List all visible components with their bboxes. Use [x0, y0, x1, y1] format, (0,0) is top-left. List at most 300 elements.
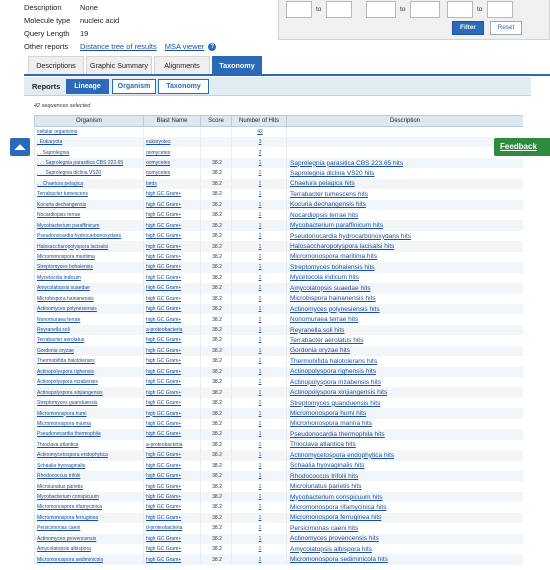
- organism-link[interactable]: Actinopolyspora xinjiangensis: [37, 389, 103, 396]
- organism-link[interactable]: Microlunatus parietis: [37, 483, 83, 490]
- description-link[interactable]: Actinopolyspora mzabensis hits: [290, 378, 382, 386]
- column-header-blast-name[interactable]: Blast Name: [144, 116, 201, 127]
- help-icon[interactable]: ?: [208, 43, 216, 51]
- description-cell: [287, 189, 524, 199]
- blast-name-link[interactable]: high GC Gram+: [146, 201, 182, 208]
- organism-link[interactable]: Micromonospora ferruginea: [37, 514, 99, 521]
- blast-name-link[interactable]: high GC Gram+: [146, 274, 182, 281]
- organism-cell: [35, 210, 144, 220]
- blast-name-link[interactable]: a-proteobacteria: [146, 327, 183, 334]
- score-cell: [201, 450, 232, 460]
- description-link[interactable]: Nonomuraea terrae hits: [290, 316, 359, 324]
- score-value: 38.2: [212, 243, 222, 250]
- description-link[interactable]: Actinopolyspora xinjiangensis hits: [290, 389, 388, 397]
- blast-name-link[interactable]: high GC Gram+: [146, 546, 182, 553]
- hits-link[interactable]: 1: [258, 243, 262, 250]
- description-cell: [287, 398, 524, 408]
- organism-link[interactable]: . . . Saprolegnia parasitica CBS 223.65: [37, 160, 124, 167]
- organism-link[interactable]: Rhodococcus trifolii: [37, 473, 81, 480]
- organism-link[interactable]: . . . Saprolegnia diclina VS20: [37, 170, 102, 177]
- description-link[interactable]: Streptomyces guanduensis hits: [290, 399, 381, 407]
- organism-link[interactable]: Streptomyces guanduensis: [37, 400, 98, 407]
- filter-min-input-2[interactable]: [366, 1, 396, 18]
- selected-count: 42 sequences selected: [34, 103, 91, 109]
- hits-link[interactable]: 1: [258, 264, 262, 271]
- score-cell: [201, 492, 232, 502]
- blast-name-link[interactable]: high GC Gram+: [146, 337, 182, 344]
- organism-link[interactable]: Streptomyces bohaiensis: [37, 264, 93, 271]
- organism-link[interactable]: Pseudonocardia hydrocarbonoxydans: [37, 233, 121, 240]
- organism-cell: [35, 200, 144, 210]
- table-row: [35, 461, 524, 471]
- score-cell: [201, 481, 232, 491]
- description-link[interactable]: Nocardiopsis terrae hits: [290, 211, 359, 219]
- organism-link[interactable]: . Eukaryota: [37, 139, 63, 146]
- blast-name-link[interactable]: high GC Gram+: [146, 212, 182, 219]
- hits-link[interactable]: 1: [258, 514, 262, 521]
- organism-link[interactable]: Thermobifida halotolerans: [37, 358, 95, 365]
- description-link[interactable]: Reyranella soli hits: [290, 326, 345, 334]
- description-cell: [287, 294, 524, 304]
- description-link[interactable]: Chaetura pelagica hits: [290, 180, 355, 188]
- organism-link[interactable]: Actinomycetospora endophytica: [37, 452, 108, 459]
- blast-name-link[interactable]: high GC Gram+: [146, 410, 182, 417]
- organism-link[interactable]: Actinopolyspora righensis: [37, 368, 94, 375]
- score-cell: [201, 168, 232, 178]
- organism-cell: [35, 544, 144, 554]
- table-row: [35, 492, 524, 502]
- organism-link[interactable]: Mycobacterium conspicuum: [37, 494, 99, 501]
- hits-link[interactable]: 1: [258, 316, 262, 323]
- hits-link[interactable]: 1: [258, 180, 262, 187]
- blast-name-cell: [144, 241, 201, 251]
- table-row: [35, 220, 524, 230]
- reports-label: Reports: [32, 82, 61, 91]
- description-cell: [287, 179, 524, 189]
- blast-name-link[interactable]: high GC Gram+: [146, 452, 182, 459]
- tab-alignments[interactable]: Alignments: [154, 56, 210, 74]
- score-cell: [201, 502, 232, 512]
- hits-link[interactable]: 1: [258, 295, 262, 302]
- feedback-label: Feedback: [500, 142, 537, 151]
- organism-cell: [35, 356, 144, 366]
- organism-cell: [35, 220, 144, 230]
- description-link[interactable]: Rhodococcus trifolii hits: [290, 472, 359, 480]
- chevron-up-icon: [14, 143, 26, 151]
- hits-cell: [232, 398, 287, 408]
- hits-link[interactable]: 1: [258, 556, 262, 563]
- hits-cell: [232, 440, 287, 450]
- blast-name-link[interactable]: high GC Gram+: [146, 191, 182, 198]
- organism-cell: [35, 241, 144, 251]
- hits-link[interactable]: 1: [258, 358, 262, 365]
- info-row-molecule-type: [24, 14, 216, 27]
- organism-link[interactable]: Persicimonas caeni: [37, 525, 81, 532]
- description-link[interactable]: Amycolatopsis albispora hits: [290, 545, 373, 553]
- hits-link[interactable]: 1: [258, 525, 262, 532]
- score-cell: [201, 554, 232, 564]
- table-row: [35, 398, 524, 408]
- description-link[interactable]: Pseudonocardia thermophila hits: [290, 430, 385, 438]
- description-link[interactable]: Halosaccharopolyspora lacisalsi hits: [290, 243, 395, 251]
- table-row: [35, 179, 524, 189]
- blast-name-link[interactable]: high GC Gram+: [146, 389, 182, 396]
- organism-link[interactable]: . . Chaetura pelagica: [37, 180, 84, 187]
- organism-link[interactable]: Gordonia oryzae: [37, 347, 74, 354]
- hits-cell: [232, 179, 287, 189]
- blast-name-link[interactable]: eukaryotes: [146, 139, 171, 146]
- organism-link[interactable]: Pseudonocardia thermophila: [37, 431, 101, 438]
- table-row: [35, 335, 524, 345]
- description-cell: [287, 127, 524, 137]
- hits-link[interactable]: 1: [258, 327, 262, 334]
- description-link[interactable]: Micromonospora marina hits: [290, 420, 373, 428]
- description-cell: [287, 367, 524, 377]
- organism-link[interactable]: Halosaccharopolyspora lacisalsi: [37, 243, 109, 250]
- hits-link[interactable]: 1: [258, 368, 262, 375]
- hits-link[interactable]: 1: [258, 212, 262, 219]
- score-value: 38.2: [212, 504, 222, 511]
- subtab-organism[interactable]: Organism: [112, 79, 156, 94]
- score-cell: [201, 377, 232, 387]
- description-link[interactable]: Micromonospora ferruginea hits: [290, 514, 382, 522]
- blast-name-link[interactable]: high GC Gram+: [146, 420, 182, 427]
- hits-cell: [232, 200, 287, 210]
- hits-link[interactable]: 1: [258, 420, 262, 427]
- hits-link[interactable]: 1: [258, 285, 262, 292]
- blast-name-cell: [144, 335, 201, 345]
- description-link[interactable]: Gordonia oryzae hits: [290, 347, 350, 355]
- organism-cell: [35, 502, 144, 512]
- blast-name-link[interactable]: high GC Gram+: [146, 494, 182, 501]
- score-cell: [201, 544, 232, 554]
- table-row: [35, 429, 524, 439]
- hits-link[interactable]: 2: [258, 149, 262, 156]
- organism-link[interactable]: Actinopolyspora mzabensis: [37, 379, 98, 386]
- organism-cell: [35, 314, 144, 324]
- hits-cell: [232, 158, 287, 168]
- description-link[interactable]: Terrabacter aerolatus hits: [290, 336, 364, 344]
- hits-link[interactable]: 42: [257, 128, 263, 135]
- score-cell: [201, 210, 232, 220]
- description-link[interactable]: Mycobacterium paraffinicum hits: [290, 222, 384, 230]
- blast-name-cell: [144, 471, 201, 481]
- score-cell: [201, 398, 232, 408]
- score-value: 38.2: [212, 316, 222, 323]
- score-cell: [201, 283, 232, 293]
- description-cell: [287, 544, 524, 554]
- score-value: 38.2: [212, 525, 222, 532]
- blast-name-link[interactable]: oomycetes: [146, 160, 171, 167]
- blast-name-link[interactable]: high GC Gram+: [146, 431, 182, 438]
- organism-link[interactable]: Terrabacter aerolatus: [37, 337, 85, 344]
- blast-name-link[interactable]: high GC Gram+: [146, 295, 182, 302]
- blast-name-cell: [144, 262, 201, 272]
- organism-link[interactable]: Schaalia hyovaginalis: [37, 462, 86, 469]
- description-cell: [287, 450, 524, 460]
- hits-link[interactable]: 1: [258, 535, 262, 542]
- scroll-to-top-button[interactable]: [10, 138, 30, 156]
- description-cell: [287, 523, 524, 533]
- description-link[interactable]: Thermobifida halotolerans hits: [290, 357, 378, 365]
- hits-link[interactable]: 1: [258, 389, 262, 396]
- score-value: 38.2: [212, 462, 222, 469]
- blast-name-link[interactable]: high GC Gram+: [146, 535, 182, 542]
- hits-link[interactable]: 1: [258, 201, 262, 208]
- organism-link[interactable]: Micromonospora rifamycinica: [37, 504, 103, 511]
- score-value: 38.2: [212, 170, 222, 177]
- hits-link[interactable]: 1: [258, 441, 262, 448]
- info-row-description: [24, 1, 216, 14]
- organism-link[interactable]: Terrabacter tumescens: [37, 191, 88, 198]
- hits-link[interactable]: 1: [258, 400, 262, 407]
- organism-link[interactable]: Micromonospora marina: [37, 420, 91, 427]
- hits-cell: [232, 314, 287, 324]
- organism-cell: [35, 189, 144, 199]
- blast-name-link[interactable]: high GC Gram+: [146, 316, 182, 323]
- description-link[interactable]: Mycetocola indicum hits: [290, 274, 359, 282]
- hits-cell: [232, 387, 287, 397]
- organism-link[interactable]: Amycolatopsis albispora: [37, 546, 91, 553]
- tab-taxonomy[interactable]: Taxonomy: [212, 56, 262, 74]
- score-cell: [201, 356, 232, 366]
- filter-min-input-3[interactable]: [447, 1, 473, 18]
- description-link[interactable]: Actinomyces polynesiensis hits: [290, 305, 380, 313]
- blast-name-link[interactable]: high GC Gram+: [146, 483, 182, 490]
- hits-link[interactable]: 1: [258, 494, 262, 501]
- score-cell: [201, 440, 232, 450]
- hits-link[interactable]: 1: [258, 431, 262, 438]
- score-value: 38.2: [212, 222, 222, 229]
- blast-name-cell: [144, 387, 201, 397]
- description-link[interactable]: Mycobacterium conspicuum hits: [290, 493, 383, 501]
- filter-button[interactable]: Filter: [452, 21, 484, 35]
- description-link[interactable]: Microlunatus parietis hits: [290, 483, 362, 491]
- score-value: 38.2: [212, 264, 222, 271]
- description-link[interactable]: Amycolatopsis suaedae hits: [290, 284, 371, 292]
- blast-name-link[interactable]: high GC Gram+: [146, 233, 182, 240]
- description-link[interactable]: Micromonospora rifamycinica hits: [290, 503, 387, 511]
- blast-name-link[interactable]: high GC Gram+: [146, 368, 182, 375]
- filter-min-input-1[interactable]: [286, 1, 312, 18]
- table-row: [35, 440, 524, 450]
- description-cell: [287, 335, 524, 345]
- description-link[interactable]: Actinomyces provencensis hits: [290, 535, 379, 543]
- hits-link[interactable]: 1: [258, 191, 262, 198]
- organism-cell: [35, 252, 144, 262]
- blast-name-link[interactable]: high GC Gram+: [146, 347, 182, 354]
- organism-cell: [35, 137, 144, 147]
- description-link[interactable]: Actinopolyspora righensis hits: [290, 368, 376, 376]
- organism-link[interactable]: Mycetocola indicum: [37, 274, 81, 281]
- subtab-taxonomy[interactable]: Taxonomy: [158, 79, 209, 94]
- description-cell: [287, 283, 524, 293]
- organism-link[interactable]: Actinomyces polynesiensis: [37, 306, 97, 313]
- organism-cell: [35, 440, 144, 450]
- score-cell: [201, 147, 232, 157]
- organism-link[interactable]: Micromonospora sediminicola: [37, 556, 104, 563]
- score-value: 38.2: [212, 347, 222, 354]
- organism-link[interactable]: Nonomuraea terrae: [37, 316, 81, 323]
- filter-max-input-1[interactable]: [326, 1, 352, 18]
- description-link[interactable]: Pseudonocardia hydrocarbonoxydans hits: [290, 232, 412, 240]
- organism-cell: [35, 127, 144, 137]
- blast-name-cell: [144, 502, 201, 512]
- blast-name-cell: [144, 210, 201, 220]
- description-link[interactable]: Streptomyces bohaiensis hits: [290, 263, 375, 271]
- hits-link[interactable]: 1: [258, 347, 262, 354]
- blast-name-link[interactable]: a-proteobacteria: [146, 441, 183, 448]
- score-cell: [201, 304, 232, 314]
- score-cell: [201, 179, 232, 189]
- blast-name-link[interactable]: birds: [146, 180, 157, 187]
- blast-name-cell: [144, 398, 201, 408]
- hits-cell: [232, 262, 287, 272]
- blast-name-link[interactable]: oomycetes: [146, 170, 171, 177]
- organism-link[interactable]: Mycobacterium paraffinicum: [37, 222, 100, 229]
- description-link[interactable]: Thioclava atlantica hits: [290, 441, 356, 449]
- organism-cell: [35, 492, 144, 502]
- description-link[interactable]: Saprolegnia diclina VS20 hits: [290, 169, 375, 177]
- hits-link[interactable]: 1: [258, 473, 262, 480]
- blast-name-link[interactable]: high GC Gram+: [146, 379, 182, 386]
- filter-max-input-3[interactable]: [487, 1, 513, 18]
- description-cell: [287, 273, 524, 283]
- hits-cell: [232, 544, 287, 554]
- info-value: 19: [80, 29, 89, 38]
- blast-name-link[interactable]: high GC Gram+: [146, 222, 182, 229]
- organism-link[interactable]: Micromonospora maritima: [37, 253, 95, 260]
- organism-cell: [35, 461, 144, 471]
- blast-name-link[interactable]: oomycetes: [146, 149, 171, 156]
- table-row: [35, 325, 524, 335]
- blast-name-link[interactable]: high GC Gram+: [146, 306, 182, 313]
- organism-link[interactable]: Micromonospora humi: [37, 410, 87, 417]
- blast-name-link[interactable]: high GC Gram+: [146, 253, 182, 260]
- subtab-lineage[interactable]: Lineage: [66, 79, 109, 94]
- score-cell: [201, 335, 232, 345]
- description-link[interactable]: Schaalia hyovaginalis hits: [290, 462, 365, 470]
- hits-cell: [232, 273, 287, 283]
- hits-cell: [232, 461, 287, 471]
- organism-link[interactable]: Kocuria dechangensis: [37, 201, 87, 208]
- description-link[interactable]: Micromonospora sediminicola hits: [290, 556, 388, 564]
- table-row: [35, 481, 524, 491]
- description-link[interactable]: Saprolegnia parasitica CBS 223.65 hits: [290, 159, 404, 167]
- range-to-label: to: [316, 6, 322, 13]
- blast-name-link[interactable]: high GC Gram+: [146, 285, 182, 292]
- hits-link[interactable]: 1: [258, 233, 262, 240]
- score-value: 38.2: [212, 212, 222, 219]
- organism-link[interactable]: Thioclava atlantica: [37, 441, 79, 448]
- organism-link[interactable]: . . Saprolegnia: [37, 149, 70, 156]
- hits-link[interactable]: 1: [258, 306, 262, 313]
- blast-name-link[interactable]: high GC Gram+: [146, 556, 182, 563]
- hits-link[interactable]: 1: [258, 504, 262, 511]
- hits-link[interactable]: 1: [258, 410, 262, 417]
- hits-link[interactable]: 1: [258, 222, 262, 229]
- blast-name-link[interactable]: high GC Gram+: [146, 358, 182, 365]
- score-value: 38.2: [212, 201, 222, 208]
- description-link[interactable]: Micromonospora maritima hits: [290, 253, 378, 261]
- msa-viewer-link[interactable]: MSA viewer: [164, 42, 205, 51]
- description-link[interactable]: Persicimonas caeni hits: [290, 524, 359, 532]
- tab-graphic-summary[interactable]: Graphic Summary: [86, 56, 152, 74]
- score-cell: [201, 273, 232, 283]
- organism-link[interactable]: Microbispora hainanensis: [37, 295, 94, 302]
- column-header-score[interactable]: Score: [201, 116, 232, 127]
- blast-name-cell: [144, 377, 201, 387]
- hits-link[interactable]: 1: [258, 253, 262, 260]
- hits-link[interactable]: 1: [258, 379, 262, 386]
- hits-link[interactable]: 1: [258, 160, 262, 167]
- organism-link[interactable]: Amycolatopsis suaedae: [37, 285, 90, 292]
- description-cell: [287, 210, 524, 220]
- hits-link[interactable]: 1: [258, 546, 262, 553]
- reset-button[interactable]: Reset: [490, 21, 522, 35]
- blast-name-link[interactable]: high GC Gram+: [146, 514, 182, 521]
- feedback-button[interactable]: [494, 138, 550, 156]
- organism-link[interactable]: Nocardiopsis terrae: [37, 212, 81, 219]
- hits-link[interactable]: 1: [258, 170, 262, 177]
- tab-descriptions[interactable]: Descriptions: [28, 56, 84, 74]
- organism-cell: [35, 377, 144, 387]
- description-link[interactable]: Terrabacter tumescens hits: [290, 190, 369, 198]
- info-row-other-reports: [24, 40, 216, 53]
- hits-cell: [232, 252, 287, 262]
- filter-max-input-2[interactable]: [410, 1, 440, 18]
- hits-link[interactable]: 1: [258, 462, 262, 469]
- blast-name-cell: [144, 544, 201, 554]
- blast-name-link[interactable]: high GC Gram+: [146, 400, 182, 407]
- organism-link[interactable]: Actinomyces provencensis: [37, 535, 97, 542]
- blast-name-cell: [144, 440, 201, 450]
- table-row: [35, 283, 524, 293]
- blast-name-link[interactable]: high GC Gram+: [146, 504, 182, 511]
- hits-link[interactable]: 1: [258, 274, 262, 281]
- hits-cell: [232, 471, 287, 481]
- column-header-organism[interactable]: Organism: [35, 116, 144, 127]
- table-row: [35, 387, 524, 397]
- score-value: 38.2: [212, 483, 222, 490]
- hits-link[interactable]: 1: [258, 337, 262, 344]
- description-link[interactable]: Micromonospora humi hits: [290, 410, 367, 418]
- blast-name-link[interactable]: high GC Gram+: [146, 462, 182, 469]
- description-cell: [287, 262, 524, 272]
- description-link[interactable]: Microbispora hainanensis hits: [290, 295, 376, 303]
- organism-link[interactable]: Reyranella soli: [37, 327, 70, 334]
- blast-name-link[interactable]: high GC Gram+: [146, 473, 182, 480]
- hits-cell: [232, 450, 287, 460]
- hits-link[interactable]: 1: [258, 452, 262, 459]
- hits-link[interactable]: 3: [258, 139, 262, 146]
- description-link[interactable]: Actinomycetospora endophytica hits: [290, 451, 395, 459]
- column-header-hits[interactable]: Number of Hits: [232, 116, 287, 127]
- description-cell: [287, 147, 524, 157]
- blast-name-cell: [144, 461, 201, 471]
- blast-name-link[interactable]: high GC Gram+: [146, 243, 182, 250]
- hits-cell: [232, 147, 287, 157]
- column-header-description[interactable]: Description: [287, 116, 524, 127]
- blast-name-link[interactable]: d-proteobacteria: [146, 525, 183, 532]
- organism-link[interactable]: cellular organisms: [37, 128, 78, 135]
- distance-tree-link[interactable]: Distance tree of results: [80, 42, 157, 51]
- hits-cell: [232, 554, 287, 564]
- description-link[interactable]: Kocuria dechangensis hits: [290, 201, 366, 209]
- blast-name-link[interactable]: high GC Gram+: [146, 264, 182, 271]
- hits-link[interactable]: 1: [258, 483, 262, 490]
- score-value: 38.2: [212, 191, 222, 198]
